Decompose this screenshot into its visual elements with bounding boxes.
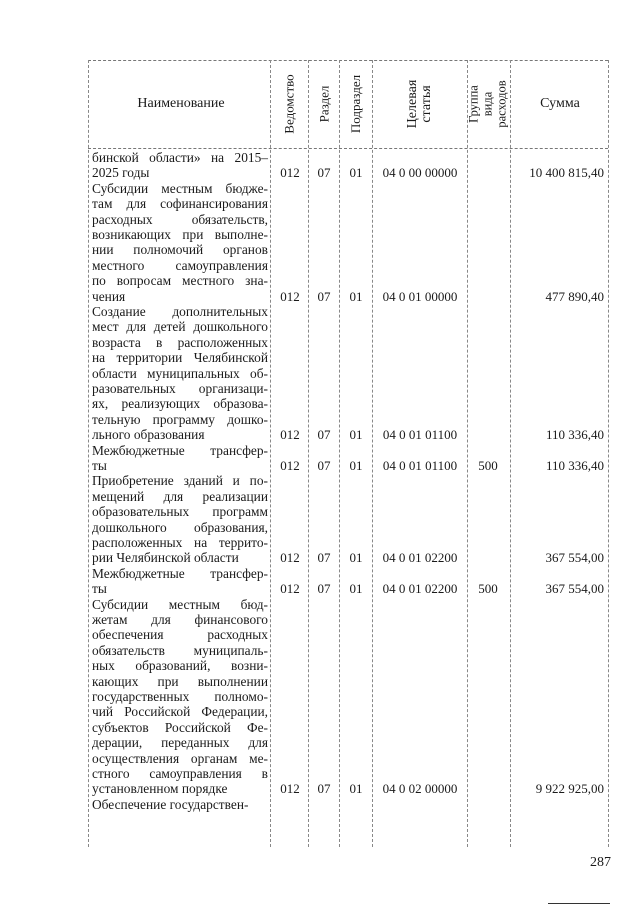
row-name-line: чения xyxy=(92,288,126,304)
row-name-line: 2025 годы xyxy=(92,165,150,181)
razdel-cell: 07 xyxy=(317,288,331,304)
row-name-line: льного образования xyxy=(92,427,205,443)
vedomstvo-cell: 012 xyxy=(280,550,300,566)
razdel-cell: 07 xyxy=(317,781,331,797)
vedomstvo-cell: 012 xyxy=(280,458,300,473)
row-name-line: субъектов Российской Фе- xyxy=(92,719,268,735)
razdel-cell: 07 xyxy=(317,165,331,181)
header-name: Наименование xyxy=(137,96,225,111)
column-divider xyxy=(467,60,468,847)
row-name-line: ты xyxy=(92,581,107,597)
row-name-line: на территории Челябинской xyxy=(92,350,268,366)
page-number: 287 xyxy=(590,855,611,870)
row-name-line: Обеспечение государствен- xyxy=(92,796,249,812)
header-bottom-rule xyxy=(88,148,608,149)
header-summa: Сумма xyxy=(540,96,580,111)
celevaya-cell: 04 0 01 02200 xyxy=(382,550,458,566)
vedomstvo-cell: 012 xyxy=(280,581,300,597)
row-name-line: Субсидии местным бюдже- xyxy=(92,180,268,196)
razdel-cell: 07 xyxy=(317,581,331,597)
row-name-line: ях, реализующих образова- xyxy=(92,396,268,412)
celevaya-cell: 04 0 01 01100 xyxy=(382,458,458,473)
summa-cell: 9 922 925,00 xyxy=(535,781,604,797)
celevaya-cell: 04 0 01 00000 xyxy=(382,288,458,304)
footer-rule xyxy=(548,903,610,904)
podrazdel-cell: 01 xyxy=(349,581,363,597)
header-vedomstvo: Ведомство xyxy=(282,74,297,134)
row-name xyxy=(92,473,268,565)
row-name xyxy=(92,181,268,304)
razdel-cell: 07 xyxy=(317,427,331,443)
row-name-line: Приобретение зданий и по- xyxy=(92,473,268,489)
celevaya-cell: 04 0 01 01100 xyxy=(382,427,458,443)
row-name xyxy=(92,150,268,181)
vedomstvo-cell: 012 xyxy=(280,781,300,797)
row-name-line: государственных полномо- xyxy=(92,689,268,705)
row-name-line: кающих при выполнении xyxy=(92,673,268,689)
row-name-line: возникающих при выполне- xyxy=(92,227,268,243)
header-gruppa: Группа вида расходов xyxy=(467,80,510,128)
header-podrazdel: Подраздел xyxy=(348,74,364,134)
row-name-line: осуществления органам ме- xyxy=(92,750,268,766)
row-name xyxy=(92,797,268,812)
row-name-line: жетам для финансового xyxy=(92,612,268,627)
gruppa-cell: 500 xyxy=(478,458,498,473)
summa-cell: 110 336,40 xyxy=(545,458,604,473)
row-name xyxy=(92,566,268,597)
vedomstvo-cell: 012 xyxy=(280,427,300,443)
razdel-cell: 07 xyxy=(317,458,331,473)
column-divider xyxy=(510,60,511,847)
row-name-line: расположенных на террито- xyxy=(92,535,268,551)
podrazdel-cell: 01 xyxy=(349,550,363,566)
row-name-line: дошкольного образования, xyxy=(92,519,268,535)
row-name-line: рии Челябинской области xyxy=(92,550,239,566)
celevaya-cell: 04 0 02 00000 xyxy=(382,781,458,797)
row-name-line: тельную программу дошко- xyxy=(92,411,268,427)
row-name xyxy=(92,597,268,797)
summa-cell: 110 336,40 xyxy=(545,427,604,443)
row-name-line: обеспечения расходных xyxy=(92,627,268,643)
razdel-cell: 07 xyxy=(317,550,331,566)
row-name-line: установленном порядке xyxy=(92,781,228,797)
row-name-line: Межбюджетные трансфер- xyxy=(92,442,268,458)
podrazdel-cell: 01 xyxy=(349,458,363,473)
column-divider xyxy=(270,60,271,847)
summa-cell: 367 554,00 xyxy=(545,581,604,597)
row-name-line: там для софинансирования xyxy=(92,196,268,212)
row-name-line: расходных обязательств, xyxy=(92,211,268,227)
gruppa-cell: 500 xyxy=(478,581,498,597)
row-name-line: ных образований, возни- xyxy=(92,658,268,674)
row-name-line: образовательных программ xyxy=(92,504,268,520)
row-name-line: стного самоуправления в xyxy=(92,766,268,782)
row-name-line: нии полномочий органов xyxy=(92,242,268,258)
column-divider xyxy=(88,60,89,847)
row-name-line: бинской области» на 2015– xyxy=(92,150,268,165)
column-divider xyxy=(608,60,609,847)
celevaya-cell: 04 0 01 02200 xyxy=(382,581,458,597)
row-name-line: чий Российской Федерации, xyxy=(92,704,268,720)
header-razdel: Раздел xyxy=(316,85,331,123)
podrazdel-cell: 01 xyxy=(349,427,363,443)
row-name-line: мест для детей дошкольного xyxy=(92,319,268,335)
podrazdel-cell: 01 xyxy=(349,781,363,797)
celevaya-cell: 04 0 00 00000 xyxy=(382,165,458,181)
row-name-line: местного самоуправления xyxy=(92,257,268,273)
vedomstvo-cell: 012 xyxy=(280,288,300,304)
row-name-line: разовательных организаци- xyxy=(92,381,268,397)
row-name-line: возраста в расположенных xyxy=(92,334,268,350)
row-name-line: мещений для реализации xyxy=(92,488,268,504)
row-name-line: Субсидии местным бюд- xyxy=(92,596,268,612)
row-name xyxy=(92,304,268,443)
row-name-line: Межбюджетные трансфер- xyxy=(92,565,268,581)
podrazdel-cell: 01 xyxy=(349,288,363,304)
summa-cell: 367 554,00 xyxy=(545,550,604,566)
row-name-line: ты xyxy=(92,458,107,473)
row-name-line: Создание дополнительных xyxy=(92,304,268,319)
header-celevaya: Целевая статья xyxy=(405,79,434,129)
summa-cell: 477 890,40 xyxy=(545,288,604,304)
podrazdel-cell: 01 xyxy=(349,165,363,181)
row-name-line: области муниципальных об- xyxy=(92,365,268,381)
row-name-line: по вопросам местного зна- xyxy=(92,273,268,289)
row-name-line: обязательств муниципаль- xyxy=(92,642,268,658)
vedomstvo-cell: 012 xyxy=(280,165,300,181)
summa-cell: 10 400 815,40 xyxy=(529,165,604,181)
row-name-line: дерации, переданных для xyxy=(92,735,268,751)
row-name xyxy=(92,443,268,474)
